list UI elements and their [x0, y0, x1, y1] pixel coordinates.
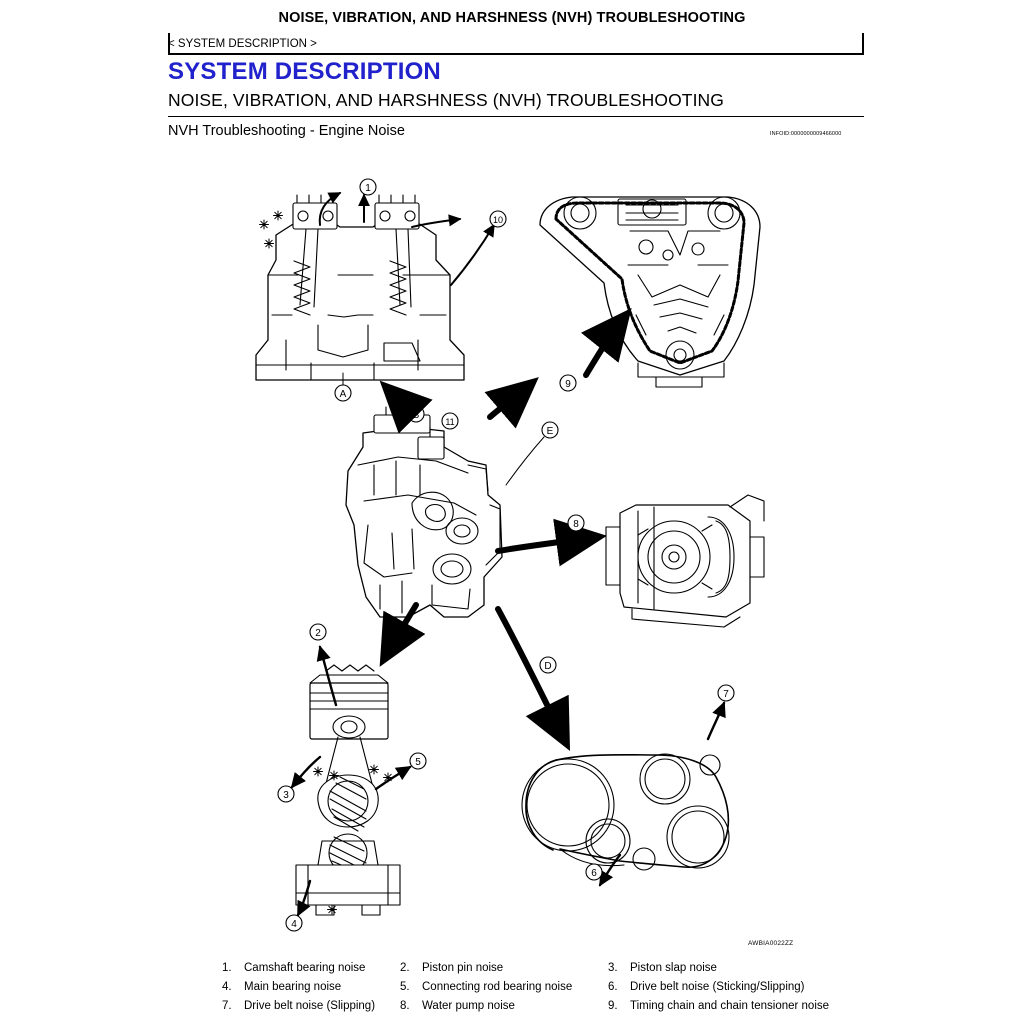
svg-text:10: 10 — [492, 215, 504, 225]
legend-item — [222, 1000, 400, 1012]
legend-number: 2. — [400, 962, 410, 974]
callout-E — [542, 422, 558, 438]
svg-text:1: 1 — [365, 183, 371, 194]
breadcrumb: < SYSTEM DESCRIPTION > — [168, 38, 317, 50]
svg-text:9: 9 — [565, 379, 571, 390]
svg-text:2: 2 — [315, 628, 321, 639]
legend-row — [222, 1000, 854, 1012]
legend-label: Piston pin noise — [422, 962, 504, 974]
svg-text:D: D — [544, 661, 552, 672]
callout-2 — [310, 624, 326, 640]
callout-6 — [586, 864, 602, 880]
svg-text:4: 4 — [291, 919, 297, 930]
drive-belt-illustration — [522, 754, 729, 870]
legend-item — [400, 962, 608, 974]
svg-text:B: B — [412, 410, 420, 421]
callout-8 — [568, 515, 584, 531]
header-rule — [168, 53, 864, 55]
svg-text:C: C — [388, 621, 396, 632]
legend-label: Piston slap noise — [630, 962, 717, 974]
legend-number: 1. — [222, 962, 232, 974]
legend-item — [608, 962, 838, 974]
legend-number: 9. — [608, 1000, 618, 1012]
callout-11 — [442, 413, 458, 429]
legend-item — [608, 1000, 838, 1012]
legend-number: 4. — [222, 981, 232, 993]
callout-A — [335, 385, 351, 401]
callout-3 — [278, 786, 294, 802]
legend-item — [400, 981, 608, 993]
legend-number: 3. — [608, 962, 618, 974]
legend-number: 6. — [608, 981, 618, 993]
legend-item — [222, 981, 400, 993]
legend-label: Camshaft bearing noise — [244, 962, 366, 974]
legend-number: 8. — [400, 1000, 410, 1012]
engine-block-illustration — [346, 407, 502, 617]
figure-code: AWBIA0022ZZ — [748, 940, 794, 947]
legend-label: Connecting rod bearing noise — [422, 981, 573, 993]
header-rule-tick-right — [862, 33, 864, 55]
water-pump-illustration — [606, 495, 764, 627]
callout-4 — [286, 915, 302, 931]
legend-item — [400, 1000, 608, 1012]
callout-1 — [360, 179, 376, 195]
infoid-label: INFOID:0000000009466000 — [770, 131, 842, 137]
svg-text:7: 7 — [723, 689, 729, 700]
legend-item — [222, 962, 400, 974]
legend-row — [222, 981, 854, 993]
callout-5 — [410, 753, 426, 769]
timing-chain-illustration — [540, 197, 760, 387]
legend-number: 7. — [222, 1000, 232, 1012]
legend-item — [608, 981, 838, 993]
legend-label: Drive belt noise (Sticking/Slipping) — [630, 981, 805, 993]
legend-label: Drive belt noise (Slipping) — [244, 1000, 376, 1012]
legend-label: Timing chain and chain tensioner noise — [630, 1000, 830, 1012]
piston-crank-illustration — [296, 665, 400, 915]
svg-text:6: 6 — [591, 868, 597, 879]
legend-label: Main bearing noise — [244, 981, 342, 993]
topic-title: NVH Troubleshooting - Engine Noise — [168, 123, 405, 139]
callout-7 — [718, 685, 734, 701]
callout-10 — [490, 211, 506, 227]
running-head: NOISE, VIBRATION, AND HARSHNESS (NVH) TROUBLESHOOTING — [278, 10, 746, 26]
legend-row — [222, 962, 854, 974]
callout-9 — [560, 375, 576, 391]
svg-text:5: 5 — [415, 757, 421, 768]
legend-table — [222, 962, 854, 1019]
section-divider — [168, 116, 864, 117]
callout-D — [540, 657, 556, 673]
svg-text:8: 8 — [573, 519, 579, 530]
page-title: SYSTEM DESCRIPTION — [168, 58, 441, 85]
legend-label: Water pump noise — [422, 1000, 515, 1012]
svg-text:A: A — [339, 389, 347, 400]
section-subject: NOISE, VIBRATION, AND HARSHNESS (NVH) TROUBLESHOOTING — [168, 90, 724, 110]
svg-text:11: 11 — [445, 417, 455, 427]
engine-noise-diagram — [168, 165, 868, 955]
svg-text:E: E — [546, 426, 554, 437]
svg-text:3: 3 — [283, 790, 289, 801]
legend-number: 5. — [400, 981, 410, 993]
